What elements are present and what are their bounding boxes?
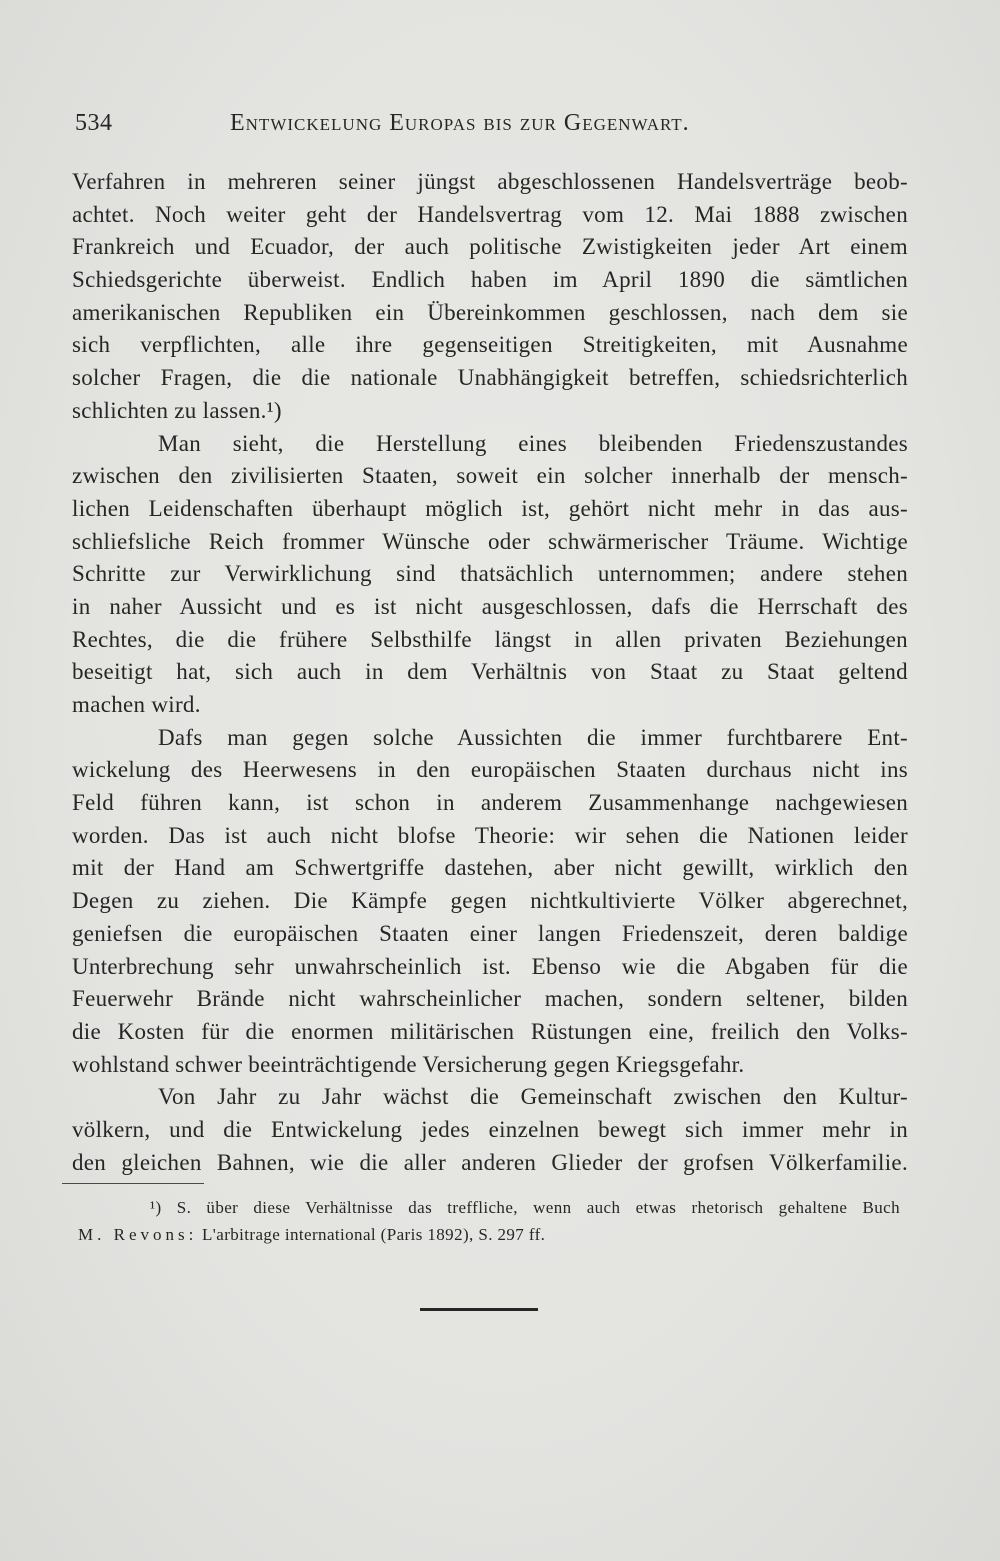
text-line: machen wird.	[72, 692, 201, 717]
running-head: Entwickelung Europas bis zur Gegenwart.	[230, 110, 690, 136]
paragraph-start-line: Von Jahr zu Jahr wächst die Gemeinschaft zwischen den Kultur-	[158, 1084, 908, 1110]
paragraph-start-line: Dafs man gegen solche Aussichten die immer furchtbarere Ent-	[158, 724, 908, 750]
text-line: Degen zu ziehen. Die Kämpfe gegen nichtkultivierte Völker abgerechnet,	[72, 888, 908, 914]
text-line: Schiedsgerichte überweist. Endlich haben im April 1890 die sämtlichen	[72, 267, 908, 293]
text-line: wohlstand schwer beeinträchtigende Versicherung gegen Kriegsgefahr.	[72, 1051, 745, 1077]
footnote-author: M. Revons:	[78, 1225, 198, 1244]
page-header	[75, 110, 875, 146]
text-line: Unterbrechung sehr unwahrscheinlich ist. Ebenso wie die Abgaben für die	[72, 953, 908, 979]
footnote-divider	[62, 1183, 204, 1184]
text-line: mit der Hand am Schwertgriffe dastehen, aber nicht gewillt, wirklich den	[72, 855, 908, 881]
text-line: in naher Aussicht und es ist nicht ausgeschlossen, dafs die Herrschaft des	[72, 593, 908, 619]
text-line: Rechtes, die die frühere Selbsthilfe längst in allen privaten Beziehungen	[72, 626, 908, 652]
text-line: Feuerwehr Brände nicht wahrscheinlicher machen, sondern seltener, bilden	[72, 986, 908, 1012]
text-line: amerikanischen Republiken ein Übereinkommen geschlossen, nach dem sie	[72, 299, 908, 325]
footnote-citation: L'arbitrage international (Paris 1892), S. 297 ff.	[202, 1225, 546, 1244]
text-line: Verfahren in mehreren seiner jüngst abgeschlossenen Handelsverträge beob-	[72, 169, 908, 194]
text-line: völkern, und die Entwickelung jedes einzelnen bewegt sich immer mehr in	[72, 1116, 908, 1142]
footnote-line: ¹) S. über diese Verhältnisse das treffliche, wenn auch etwas rhetorisch gehaltene Buch	[150, 1198, 900, 1217]
text-line: den gleichen Bahnen, wie die aller anderen Glieder der grofsen Völkerfamilie.	[72, 1149, 908, 1175]
footnote	[78, 1194, 900, 1248]
text-line: solcher Fragen, die die nationale Unabhängigkeit betreffen, schiedsrichterlich	[72, 365, 908, 391]
text-line: worden. Das ist auch nicht blofse Theorie: wir sehen die Nationen leider	[72, 822, 908, 848]
text-line: Frankreich und Ecuador, der auch politische Zwistigkeiten jeder Art einem	[72, 234, 908, 260]
text-line: beseitigt hat, sich auch in dem Verhältnis von Staat zu Staat geltend	[72, 659, 908, 685]
page-number: 534	[75, 110, 113, 136]
text-line: zwischen den zivilisierten Staaten, soweit ein solcher innerhalb der mensch-	[72, 463, 908, 489]
text-line: Feld führen kann, ist schon in anderem Zusammenhange nachgewiesen	[72, 790, 908, 816]
text-line: die Kosten für die enormen militärischen Rüstungen eine, freilich den Volks-	[72, 1018, 908, 1044]
text-line: wickelung des Heerwesens in den europäischen Staaten durchaus nicht ins	[72, 757, 908, 783]
end-of-chapter-rule	[420, 1308, 538, 1311]
text-line: schliefsliche Reich frommer Wünsche oder schwärmerischer Träume. Wichtige	[72, 528, 908, 554]
text-line: Schritte zur Verwirklichung sind thatsächlich unternommen; andere stehen	[72, 561, 908, 587]
paragraph-start-line: Man sieht, die Herstellung eines bleibenden Friedenszustandes	[158, 430, 908, 456]
text-line: sich verpflichten, alle ihre gegenseitigen Streitigkeiten, mit Ausnahme	[72, 332, 908, 358]
footnote-line	[78, 1221, 900, 1248]
text-line: achtet. Noch weiter geht der Handelsvertrag vom 12. Mai 1888 zwischen	[72, 201, 908, 227]
text-line: lichen Leidenschaften überhaupt möglich ist, gehört nicht mehr in das aus-	[72, 495, 908, 521]
text-line: schlichten zu lassen.¹)	[72, 397, 282, 423]
text-line: geniefsen die europäischen Staaten einer langen Friedenszeit, deren baldige	[72, 920, 908, 946]
body-text	[72, 166, 908, 1179]
